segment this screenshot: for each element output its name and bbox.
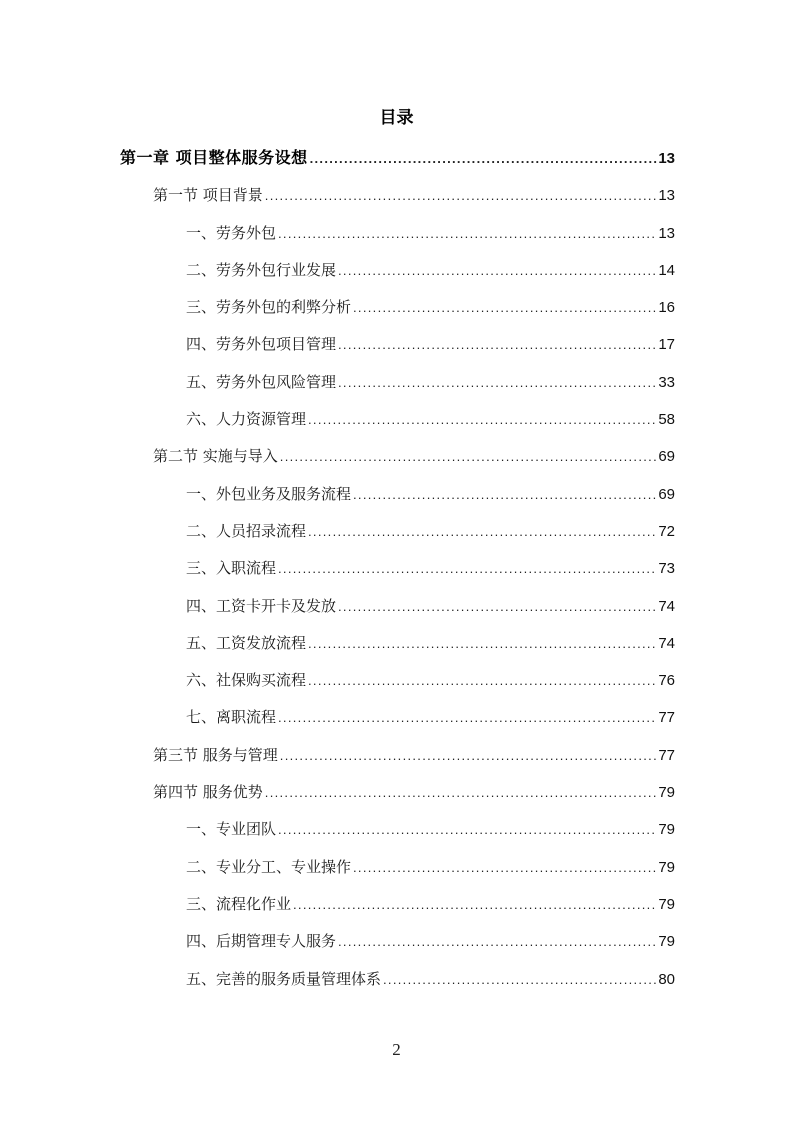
toc-entry-page: 13 <box>658 187 675 204</box>
toc-entry-page: 13 <box>658 150 675 167</box>
dot-leader <box>383 968 657 992</box>
dot-leader <box>265 184 658 208</box>
toc-entry-item[interactable] <box>186 556 675 580</box>
toc-entry-page: 13 <box>658 225 675 242</box>
dot-leader <box>338 595 657 619</box>
toc-entry-page: 79 <box>658 859 675 876</box>
dot-leader <box>278 222 657 246</box>
toc-entry-text: 六、社保购买流程 <box>186 671 307 689</box>
toc-entry-text: 四、后期管理专人服务 <box>186 932 337 950</box>
toc-entry-item[interactable] <box>186 295 675 319</box>
dot-leader <box>293 893 657 917</box>
toc-title: 目录 <box>379 108 414 128</box>
toc-entry-page: 69 <box>658 486 675 503</box>
toc-entry-text: 第四节 服务优势 <box>153 783 263 801</box>
toc-entry-page: 77 <box>658 747 675 764</box>
toc-entry-text: 第一章 项目整体服务设想 <box>120 148 308 167</box>
toc-entry-page: 79 <box>658 821 675 838</box>
toc-entry-page: 77 <box>658 709 675 726</box>
dot-leader <box>338 259 657 283</box>
toc-entry-page: 79 <box>658 784 675 801</box>
toc-entry-page: 58 <box>658 411 675 428</box>
dot-leader <box>278 818 657 842</box>
toc-entry-text: 二、专业分工、专业操作 <box>186 858 352 876</box>
dot-leader <box>308 632 657 656</box>
dot-leader <box>280 744 658 768</box>
toc-entry-page: 14 <box>658 262 675 279</box>
dot-leader <box>353 296 657 320</box>
toc-entry-text: 二、人员招录流程 <box>186 522 307 540</box>
toc-entry-page: 79 <box>658 933 675 950</box>
toc-entry-page: 74 <box>658 635 675 652</box>
toc-entry-text: 三、劳务外包的利弊分析 <box>186 298 352 316</box>
toc-entry-item[interactable] <box>186 258 675 282</box>
toc-entry-page: 74 <box>658 598 675 615</box>
toc-entry-page: 17 <box>658 336 675 353</box>
toc-entry-text: 五、工资发放流程 <box>186 634 307 652</box>
dot-leader <box>308 408 657 432</box>
toc-entry-chapter-1[interactable] <box>120 146 675 170</box>
toc-entry-text: 四、劳务外包项目管理 <box>186 335 337 353</box>
toc-entry-item[interactable] <box>186 594 675 618</box>
toc-entry-text: 一、劳务外包 <box>186 224 277 242</box>
toc-entry-item[interactable] <box>186 705 675 729</box>
toc-entry-page: 72 <box>658 523 675 540</box>
toc-entry-item[interactable] <box>186 929 675 953</box>
toc-entry-text: 第一节 项目背景 <box>153 186 263 204</box>
toc-entry-page: 16 <box>658 299 675 316</box>
toc-entry-text: 四、工资卡开卡及发放 <box>186 597 337 615</box>
toc-entry-text: 五、完善的服务质量管理体系 <box>186 970 382 988</box>
toc-entry-section-2[interactable] <box>153 444 675 468</box>
toc-entry-section-1[interactable] <box>153 183 675 207</box>
toc-entry-item[interactable] <box>186 855 675 879</box>
toc-entry-text: 第三节 服务与管理 <box>153 746 278 764</box>
dot-leader <box>338 930 657 954</box>
dot-leader <box>310 147 658 171</box>
dot-leader <box>280 445 658 469</box>
toc-entry-item[interactable] <box>186 332 675 356</box>
dot-leader <box>353 483 657 507</box>
dot-leader <box>278 706 657 730</box>
toc-entry-item[interactable] <box>186 407 675 431</box>
toc-entry-item[interactable] <box>186 221 675 245</box>
dot-leader <box>308 669 657 693</box>
toc-entry-page: 73 <box>658 560 675 577</box>
toc-entry-text: 一、外包业务及服务流程 <box>186 485 352 503</box>
dot-leader <box>308 520 657 544</box>
toc-entry-text: 三、流程化作业 <box>186 895 292 913</box>
toc-entry-item[interactable] <box>186 519 675 543</box>
toc-entry-text: 六、人力资源管理 <box>186 410 307 428</box>
toc-entry-page: 69 <box>658 448 675 465</box>
dot-leader <box>338 333 657 357</box>
toc-entry-item[interactable] <box>186 892 675 916</box>
toc-entry-item[interactable] <box>186 370 675 394</box>
toc-entry-item[interactable] <box>186 631 675 655</box>
toc-entry-text: 三、入职流程 <box>186 559 277 577</box>
toc-entry-text: 二、劳务外包行业发展 <box>186 261 337 279</box>
dot-leader <box>265 781 658 805</box>
toc-entry-text: 五、劳务外包风险管理 <box>186 373 337 391</box>
toc-entry-page: 79 <box>658 896 675 913</box>
toc-entry-item[interactable] <box>186 668 675 692</box>
toc-entry-text: 一、专业团队 <box>186 820 277 838</box>
dot-leader <box>338 371 657 395</box>
toc-entry-item[interactable] <box>186 482 675 506</box>
toc-entry-page: 80 <box>658 971 675 988</box>
dot-leader <box>353 856 657 880</box>
toc-entry-item[interactable] <box>186 967 675 991</box>
toc-entry-section-3[interactable] <box>153 743 675 767</box>
dot-leader <box>278 557 657 581</box>
page-number: 2 <box>392 1040 401 1059</box>
toc-entry-text: 第二节 实施与导入 <box>153 447 278 465</box>
toc-entry-page: 33 <box>658 374 675 391</box>
toc-entry-item[interactable] <box>186 817 675 841</box>
toc-entry-text: 七、离职流程 <box>186 708 277 726</box>
toc-entry-page: 76 <box>658 672 675 689</box>
toc-entry-section-4[interactable] <box>153 780 675 804</box>
